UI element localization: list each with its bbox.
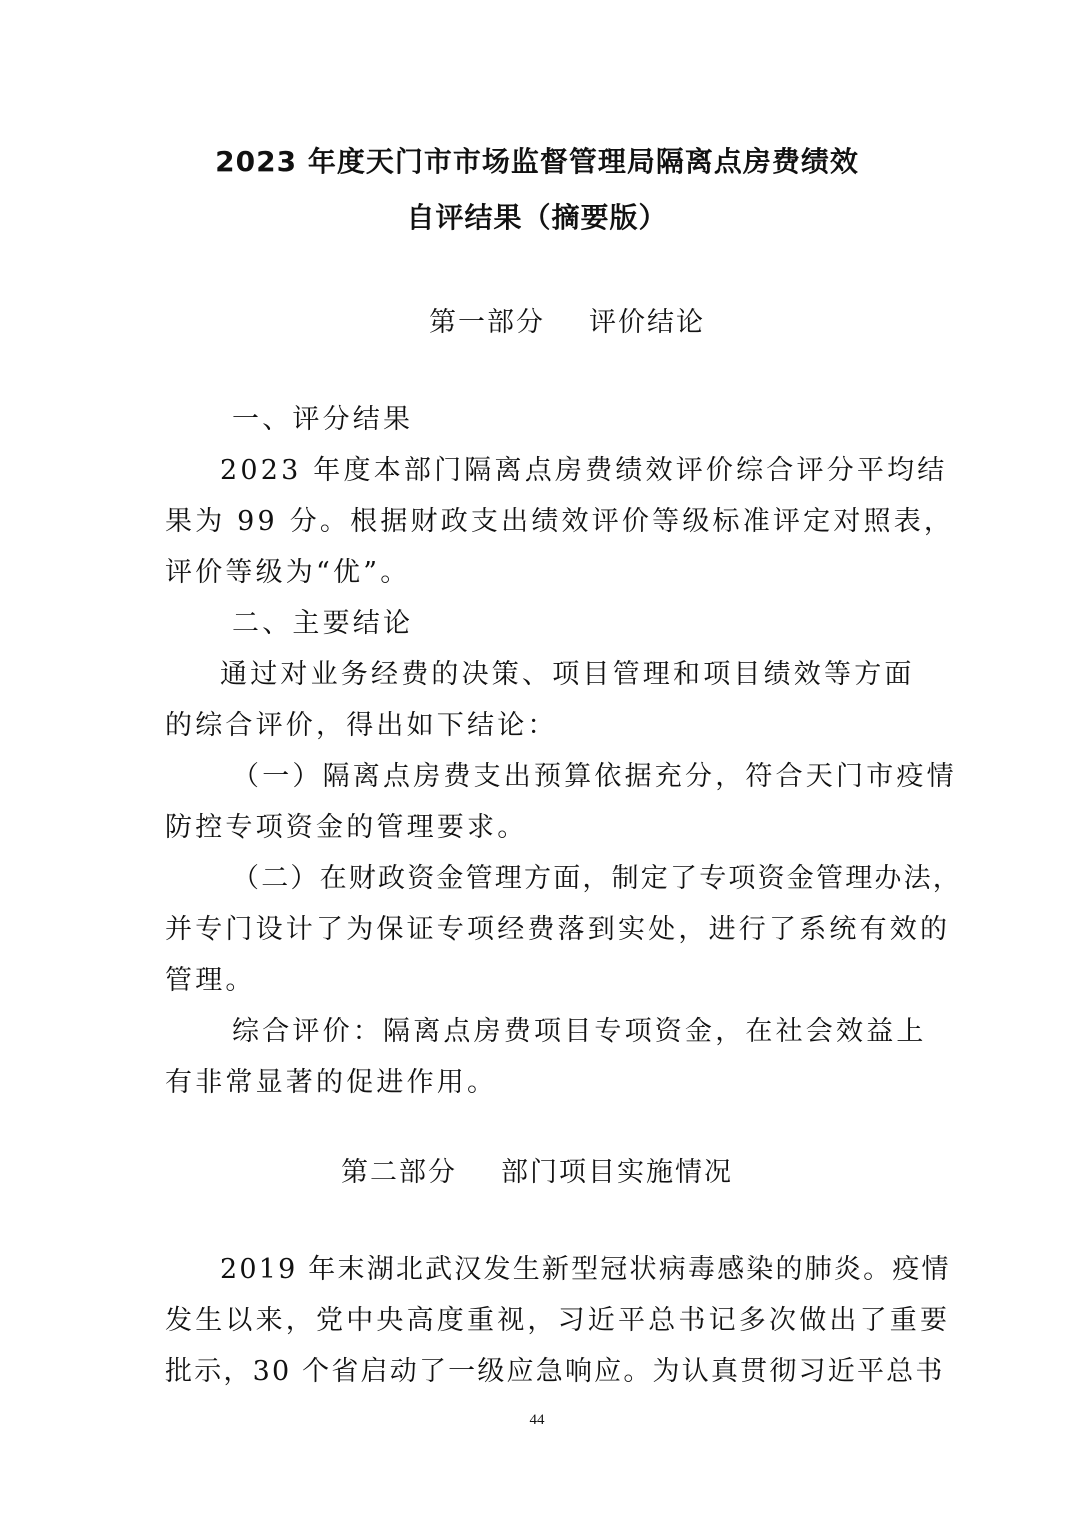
paragraph-line: 管理。	[165, 965, 256, 996]
conclusion-item-two: （二）在财政资金管理方面，制定了专项资金管理办法，	[232, 863, 962, 894]
paragraph-line: 有非常显著的促进作用。	[165, 1067, 498, 1098]
page-number: 44	[529, 1412, 545, 1428]
paragraph-line: 果为 99 分。根据财政支出绩效评价等级标准评定对照表，	[165, 506, 955, 537]
paragraph-line: 的综合评价，得出如下结论：	[165, 710, 558, 741]
part-two-name: 部门项目实施情况	[501, 1157, 733, 1188]
heading-scoring-result: 一、评分结果	[232, 404, 414, 435]
heading-main-conclusion: 二、主要结论	[232, 608, 414, 639]
part-two-label: 第二部分	[341, 1157, 457, 1188]
document-title-line-2: 自评结果（摘要版）	[406, 201, 668, 234]
paragraph-line: 2019 年末湖北武汉发生新型冠状病毒感染的肺炎。疫情	[220, 1254, 951, 1285]
paragraph-line: 评价等级为“优”。	[165, 557, 411, 588]
overall-evaluation: 综合评价：隔离点房费项目专项资金，在社会效益上	[232, 1016, 927, 1047]
paragraph-line: 通过对业务经费的决策、项目管理和项目绩效等方面	[220, 659, 915, 690]
document-title-line-1: 2023 年度天门市市场监督管理局隔离点房费绩效	[215, 145, 859, 178]
paragraph-line: 发生以来，党中央高度重视，习近平总书记多次做出了重要	[165, 1305, 951, 1336]
part-two-heading	[0, 1150, 1074, 1189]
paragraph-line: 批示，30 个省启动了一级应急响应。为认真贯彻习近平总书	[165, 1356, 945, 1387]
paragraph-line: 并专门设计了为保证专项经费落到实处，进行了系统有效的	[165, 914, 951, 945]
part-one-label: 第一部分	[429, 307, 545, 338]
paragraph-line: 防控专项资金的管理要求。	[165, 812, 528, 843]
paragraph-line: 2023 年度本部门隔离点房费绩效评价综合评分平均结	[220, 455, 948, 486]
part-one-name: 评价结论	[589, 307, 705, 338]
conclusion-item-one: （一）隔离点房费支出预算依据充分，符合天门市疫情	[232, 761, 957, 792]
part-one-heading	[0, 300, 1074, 339]
